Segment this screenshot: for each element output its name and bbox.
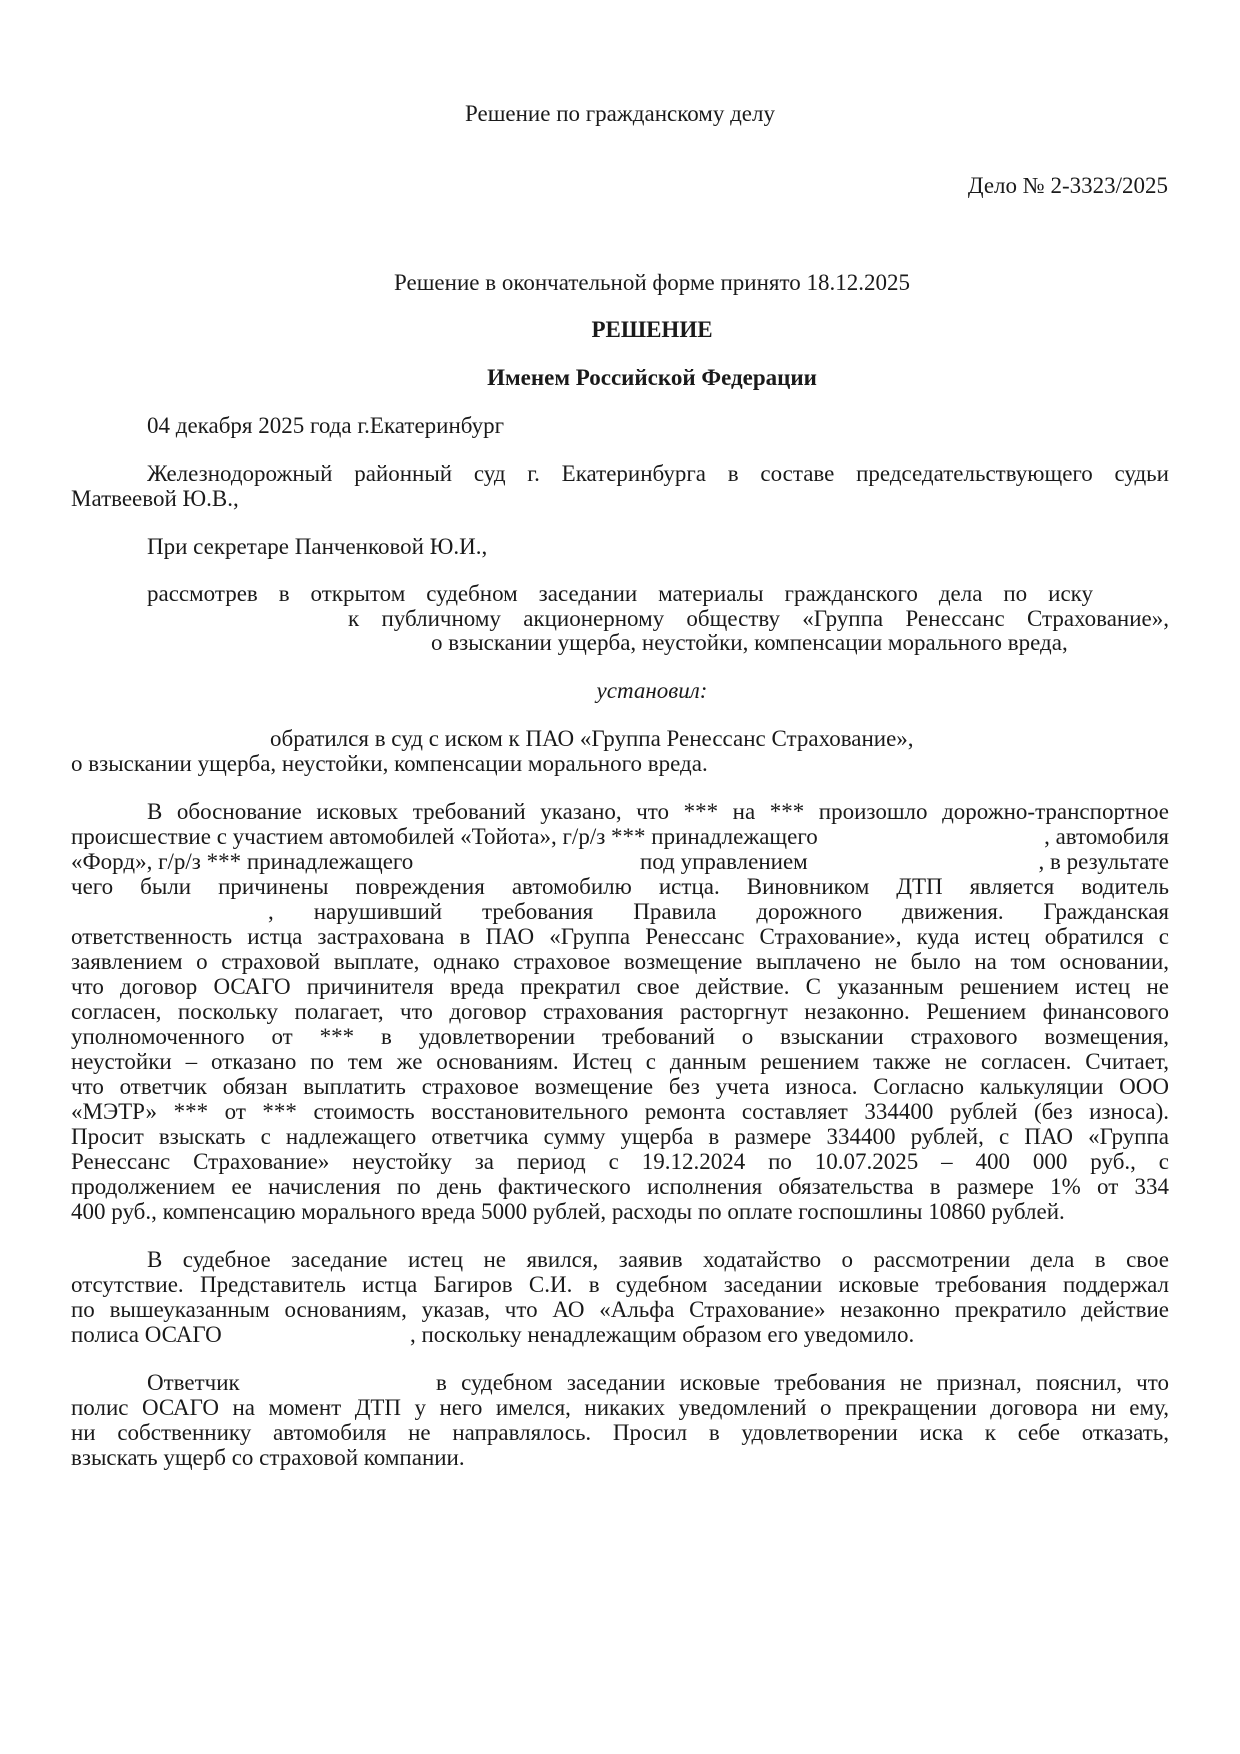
in-the-name-heading: Именем Российской Федерации	[487, 365, 817, 390]
header-title: Решение по гражданскому делу	[465, 101, 775, 126]
considered-line-3: о взыскании ущерба, неустойки, компенсации морального вреда,	[431, 630, 1068, 655]
p1-line: уполномоченного от *** в удовлетворении требований о взыскании страхового возмещения,	[71, 1024, 1169, 1049]
p1-line: , в результате	[1038, 849, 1169, 874]
p3-line: в судебном заседании исковые требования не признал, пояснил, что	[436, 1370, 1169, 1395]
case-number: Дело № 2-3323/2025	[967, 173, 1168, 198]
p2-line: В судебное заседание истец не явился, заявив ходатайство о рассмотрении дела в свое	[147, 1247, 1169, 1272]
p1-line: , нарушивший требования Правила дорожного движения. Гражданская	[268, 899, 1169, 924]
court-line-1: Железнодорожный районный суд г. Екатеринбурга в составе председательствующего судьи	[147, 461, 1169, 486]
p3-line: взыскать ущерб со страховой компании.	[71, 1445, 465, 1470]
p1-line: неустойки – отказано по тем же основаниям. Истец с данным решением также не согласен. Считает,	[71, 1049, 1169, 1074]
p1-line: В обоснование исковых требований указано, что *** на *** произошло дорожно-транспортное	[147, 799, 1169, 824]
final-form-date: Решение в окончательной форме принято 18.12.2025	[394, 270, 910, 295]
established-heading: установил:	[596, 678, 708, 703]
p1-line: 400 руб., компенсацию морального вреда 5000 рублей, расходы по оплате госпошлины 10860 рублей.	[71, 1199, 1065, 1224]
court-line-2: Матвеевой Ю.В.,	[71, 486, 239, 511]
p1-line: Просит взыскать с надлежащего ответчика сумму ущерба в размере 334400 рублей, с ПАО «Группа	[71, 1124, 1169, 1149]
p2-line: отсутствие. Представитель истца Багиров С.И. в судебном заседании исковые требования поддержал	[71, 1272, 1169, 1297]
p1-line: «МЭТР» *** от *** стоимость восстановительного ремонта составляет 334400 рублей (без износа).	[71, 1099, 1169, 1124]
date-place: 04 декабря 2025 года г.Екатеринбург	[147, 413, 505, 438]
p1-line: происшествие с участием автомобилей «Тойота», г/р/з *** принадлежащего	[71, 824, 818, 849]
p1-line: согласен, поскольку полагает, что договор страхования расторгнут незаконно. Решением финансового	[71, 999, 1169, 1024]
p1-line: продолжением ее начисления по день фактического исполнения обязательства в размере 1% от 334	[71, 1174, 1169, 1199]
claim-line-1: обратился в суд с иском к ПАО «Группа Ренессанс Страхование»,	[270, 726, 914, 751]
p3-line: ни собственнику автомобиля не направлялось. Просил в удовлетворении иска к себе отказать,	[71, 1420, 1169, 1445]
p2-line: полиса ОСАГО	[71, 1322, 222, 1347]
claim-line-2: о взыскании ущерба, неустойки, компенсации морального вреда.	[71, 751, 708, 776]
p1-line: ответственность истца застрахована в ПАО «Группа Ренессанс Страхование», куда истец обратился с	[71, 924, 1169, 949]
p2-line: , поскольку ненадлежащим образом его уведомило.	[410, 1322, 915, 1347]
considered-line-2: к публичному акционерному обществу «Группа Ренессанс Страхование»,	[348, 606, 1169, 631]
p1-line: , автомобиля	[1044, 824, 1169, 849]
p1-line: под управлением	[640, 849, 808, 874]
secretary-line: При секретаре Панченковой Ю.И.,	[147, 534, 488, 559]
p1-line: чего были причинены повреждения автомобилю истца. Виновником ДТП является водитель	[71, 874, 1169, 899]
p1-line: «Форд», г/р/з *** принадлежащего	[71, 849, 414, 874]
p1-line: Ренессанс Страхование» неустойку за период с 19.12.2024 по 10.07.2025 – 400 000 руб., с	[71, 1149, 1169, 1174]
decision-heading: РЕШЕНИЕ	[591, 317, 713, 342]
p2-line: по вышеуказанным основаниям, указав, что АО «Альфа Страхование» незаконно прекратило действие	[71, 1297, 1169, 1322]
considered-line-1: рассмотрев в открытом судебном заседании материалы гражданского дела по иску	[147, 581, 1093, 606]
p1-line: что договор ОСАГО причинителя вреда прекратил свое действие. С указанным решением истец не	[71, 974, 1169, 999]
p1-line: что ответчик обязан выплатить страховое возмещение без учета износа. Согласно калькуляции ООО	[71, 1074, 1169, 1099]
p1-line: заявлением о страховой выплате, однако страховое возмещение выплачено не было на том основании,	[71, 949, 1169, 974]
p3-line: полис ОСАГО на момент ДТП у него имелся, никаких уведомлений о прекращении договора ни ему,	[71, 1395, 1169, 1420]
p3-line: Ответчик	[147, 1370, 240, 1395]
